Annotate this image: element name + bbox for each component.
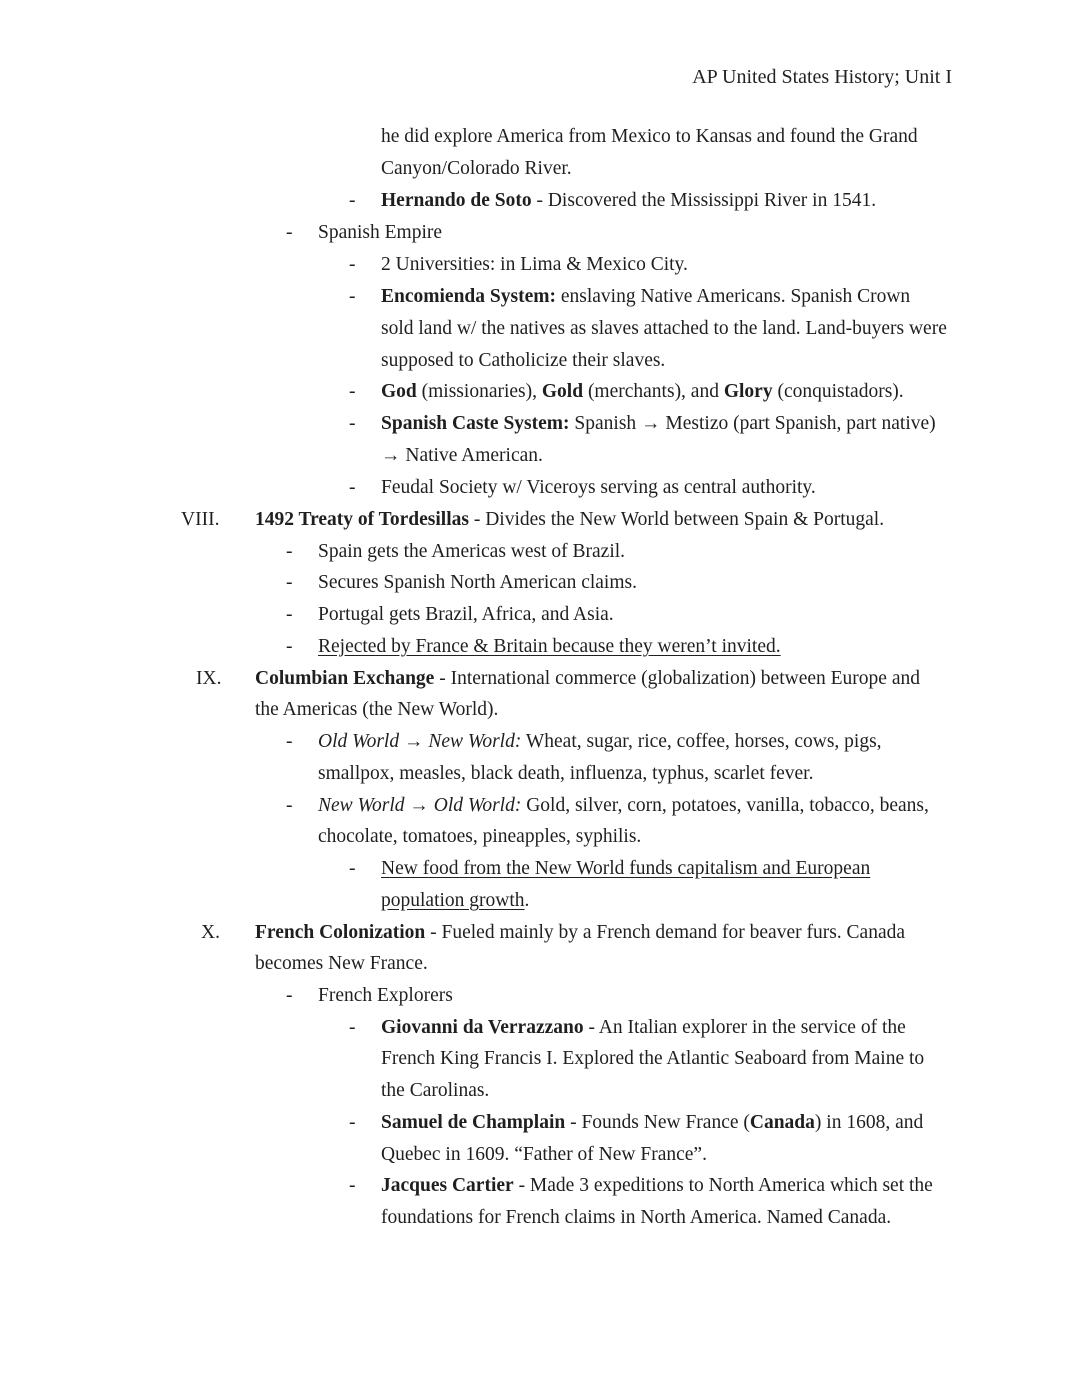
definition: - Divides the New World between Spain & Portugal. <box>468 509 885 530</box>
list-item: Spanish Empire <box>318 222 443 243</box>
term-italic: Old World → New World: <box>318 731 522 752</box>
definition: Gold, silver, corn, potatoes, vanilla, tobacco, beans, <box>521 795 929 816</box>
bullet-dash: - <box>349 254 356 275</box>
text-line: the Carolinas. <box>381 1080 490 1101</box>
section-heading <box>255 509 884 531</box>
bullet-dash: - <box>286 636 293 657</box>
text-line: Canyon/Colorado River. <box>381 158 572 179</box>
bullet-dash: - <box>286 731 293 752</box>
term: Canada <box>749 1112 815 1133</box>
list-item: Portugal gets Brazil, Africa, and Asia. <box>318 604 614 625</box>
section-numeral: IX. <box>196 668 222 689</box>
text-span: ) in 1608, and <box>814 1112 924 1133</box>
term: French Colonization <box>255 922 426 943</box>
section-numeral: X. <box>201 922 220 943</box>
list-item: Rejected by France & Britain because they weren’t invited. <box>318 636 781 657</box>
bullet-dash: - <box>349 477 356 498</box>
text-line: he did explore America from Mexico to Kansas and found the Grand <box>381 126 918 147</box>
bullet-dash: - <box>286 222 293 243</box>
definition: - Made 3 expeditions to North America which set the <box>513 1175 933 1196</box>
bullet-dash: - <box>349 381 356 402</box>
text-line: smallpox, measles, black death, influenza, typhus, scarlet fever. <box>318 763 814 784</box>
bullet-dash: - <box>286 541 293 562</box>
list-item: Feudal Society w/ Viceroys serving as central authority. <box>381 477 816 498</box>
definition: Spanish → Mestizo (part Spanish, part native) <box>569 413 936 434</box>
bullet-dash: - <box>349 413 356 434</box>
text-span: (missionaries), <box>416 381 542 402</box>
page-header: AP United States History; Unit I <box>692 66 952 88</box>
list-item <box>381 1017 906 1039</box>
text-line: becomes New France. <box>255 953 428 974</box>
text-line: supposed to Catholicize their slaves. <box>381 350 666 371</box>
list-item <box>381 381 904 403</box>
term: Encomienda System: <box>381 286 556 307</box>
bullet-dash: - <box>286 604 293 625</box>
definition: enslaving Native Americans. Spanish Crown <box>555 286 911 307</box>
term: Giovanni da Verrazzano <box>381 1017 584 1038</box>
list-item: New food from the New World funds capitalism and European <box>381 858 871 879</box>
text-line: the Americas (the New World). <box>255 699 499 720</box>
term: Spanish Caste System: <box>381 413 570 434</box>
bullet-dash: - <box>286 985 293 1006</box>
term: Glory <box>723 381 773 402</box>
list-item: Spain gets the Americas west of Brazil. <box>318 541 626 562</box>
list-item: French Explorers <box>318 985 453 1006</box>
definition: - Fueled mainly by a French demand for beaver furs. Canada <box>425 922 906 943</box>
term: Jacques Cartier <box>381 1175 514 1196</box>
bullet-dash: - <box>349 1017 356 1038</box>
list-item <box>318 731 882 753</box>
term: Hernando de Soto <box>381 190 532 211</box>
term: God <box>381 381 417 402</box>
list-item: 2 Universities: in Lima & Mexico City. <box>381 254 688 275</box>
list-item <box>381 1112 923 1134</box>
term: Columbian Exchange <box>255 668 435 689</box>
term-italic: New World → Old World: <box>318 795 522 816</box>
list-item: Secures Spanish North American claims. <box>318 572 637 593</box>
text-line: Quebec in 1609. “Father of New France”. <box>381 1144 707 1165</box>
text-span: . <box>524 890 530 911</box>
list-item <box>318 795 929 817</box>
text-span: (merchants), and <box>583 381 724 402</box>
bullet-dash: - <box>286 572 293 593</box>
text-line: French King Francis I. Explored the Atlantic Seaboard from Maine to <box>381 1048 925 1069</box>
bullet-dash: - <box>349 1175 356 1196</box>
bullet-dash: - <box>286 795 293 816</box>
definition: - Discovered the Mississippi River in 1541. <box>531 190 877 211</box>
section-numeral: VIII. <box>181 509 220 530</box>
section-heading <box>255 922 905 944</box>
list-item <box>381 190 876 212</box>
definition: - International commerce (globalization) between Europe and <box>434 668 920 689</box>
bullet-dash: - <box>349 1112 356 1133</box>
underlined-text: population growth <box>381 890 525 911</box>
definition: Wheat, sugar, rice, coffee, horses, cows, pigs, <box>521 731 882 752</box>
term: Samuel de Champlain <box>381 1112 566 1133</box>
list-item <box>381 1175 933 1197</box>
bullet-dash: - <box>349 858 356 879</box>
bullet-dash: - <box>349 286 356 307</box>
term: 1492 Treaty of Tordesillas <box>255 509 469 530</box>
text-line: foundations for French claims in North America. Named Canada. <box>381 1207 892 1228</box>
term: Gold <box>541 381 584 402</box>
text-span: (conquistadors). <box>772 381 904 402</box>
text-line: chocolate, tomatoes, pineapples, syphilis. <box>318 826 642 847</box>
definition: - An Italian explorer in the service of the <box>583 1017 906 1038</box>
text-line: sold land w/ the natives as slaves attached to the land. Land-buyers were <box>381 318 947 339</box>
text-line: → Native American. <box>381 445 543 466</box>
text-span: - Founds New France ( <box>565 1112 750 1133</box>
list-item <box>381 413 936 435</box>
section-heading <box>255 668 920 690</box>
list-item <box>381 286 910 308</box>
text-line <box>381 890 529 912</box>
bullet-dash: - <box>349 190 356 211</box>
